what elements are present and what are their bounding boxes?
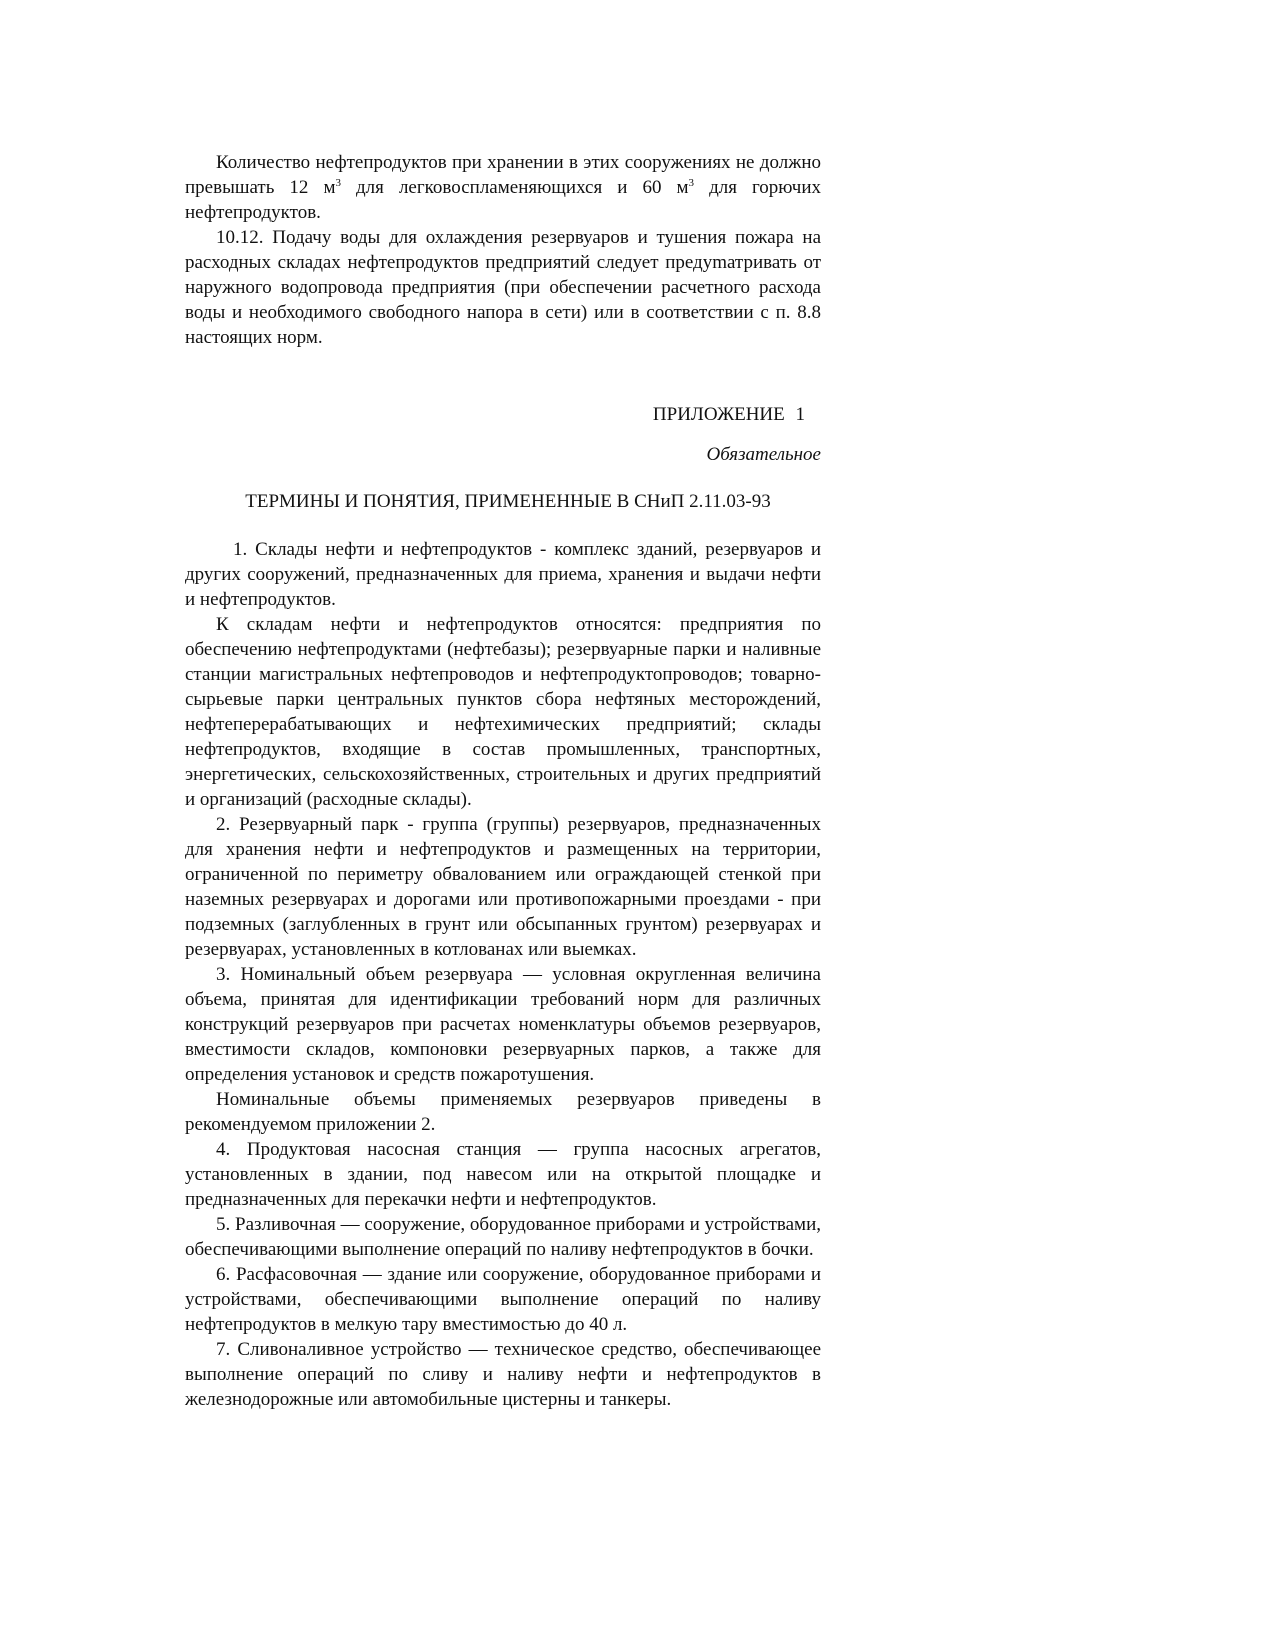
storage-limit-text-a: Количество нефтепродуктов при хранении в этих сооружениях не должно превышать 12 м xyxy=(185,152,821,198)
term-paragraph-1: 1. Склады нефти и нефтепродуктов - комплекс зданий, резервуаров и других сооружений, предназначенных для приема, хранения и выдачи нефти и нефтепродуктов. xyxy=(185,539,821,610)
term-paragraph-4: 4. Продуктовая насосная станция — группа насосных агрегатов, установленных в здании, под навесом или на открытой площадке и предназначенных для перекачки нефти и нефтепродуктов. xyxy=(185,1139,821,1210)
storage-limit-text-c: для горючих нефтепродуктов. xyxy=(185,177,822,223)
term-paragraph-2: 2. Резервуарный парк - группа (группы) резервуаров, предназначенных для хранения нефти и нефтепродуктов и размещенных на территории, ограниченной по периметру обвалованием или ограждающей стенкой при наземных резервуарах и дорогами или противопожарными проездами - при подземных (заглубленных в грунт или обсыпанных грунтом) резервуарах и резервуарах, установленных в котлованах или выемках. xyxy=(185,814,821,960)
text-column xyxy=(185,150,821,1412)
section-title: ТЕРМИНЫ И ПОНЯТИЯ, ПРИМЕНЕННЫЕ В СНиП 2.11.03-93 xyxy=(245,491,771,512)
cubic-exponent-2: 3 xyxy=(688,177,695,189)
appendix-status: Обязательное xyxy=(706,444,821,465)
term-paragraph-5: 5. Разливочная — сооружение, оборудованное приборами и устройствами, обеспечивающими выполнение операций по наливу нефтепродуктов в бочки. xyxy=(185,1214,821,1260)
term-paragraph-7: 7. Сливоналивное устройство — техническое средство, обеспечивающее выполнение операций по сливу и наливу нефти и нефтепродуктов в железнодорожные или автомобильные цистерны и танкеры. xyxy=(185,1339,821,1410)
intro-paragraph-storage-limit xyxy=(185,150,821,225)
cubic-exponent-1: 3 xyxy=(335,177,341,189)
term-paragraph-1-note: К складам нефти и нефтепродуктов относятся: предприятия по обеспечению нефтепродуктами (нефтебазы); резервуарные парки и наливные станции магистральных нефтепроводов и нефтепродуктопроводов; товарно-сырьевые парки центральных пунктов сбора нефтяных месторождений, нефтеперерабатывающих и нефтехимических предприятий; склады нефтепродуктов, входящие в состав промышленных, транспортных, энергетических, сельскохозяйственных, строительных и других предприятий и организаций (расходные склады). xyxy=(185,614,821,810)
term-paragraph-3: 3. Номинальный объем резервуара — условная округленная величина объема, принятая для идентификации требований норм для различных конструкций резервуаров при расчетах номенклатуры объемов резервуаров, вместимости складов, компоновки резервуарных парков, а также для определения установок и средств пожаротушения. xyxy=(185,964,821,1085)
term-paragraph-3-note: Номинальные объемы применяемых резервуаров приведены в рекомендуемом приложении 2. xyxy=(185,1089,821,1135)
intro-paragraph-10-12: 10.12. Подачу воды для охлаждения резервуаров и тушения пожара на расходных складах нефтепродуктов предприятий следует предуmатривать от наружного водопровода предприятия (при обеспечении расчетного расхода воды и необходимого свободного напора в сети) или в соответствии с п. 8.8 настоящих норм. xyxy=(185,227,821,348)
appendix-label: ПРИЛОЖЕНИЕ 1 xyxy=(652,404,805,425)
term-paragraph-6: 6. Расфасовочная — здание или сооружение, оборудованное приборами и устройствами, обеспечивающими выполнение операций по наливу нефтепродуктов в мелкую тару вместимостью до 40 л. xyxy=(185,1264,821,1335)
storage-limit-text-b: для легковоспламеняющихся и 60 м xyxy=(340,177,689,198)
